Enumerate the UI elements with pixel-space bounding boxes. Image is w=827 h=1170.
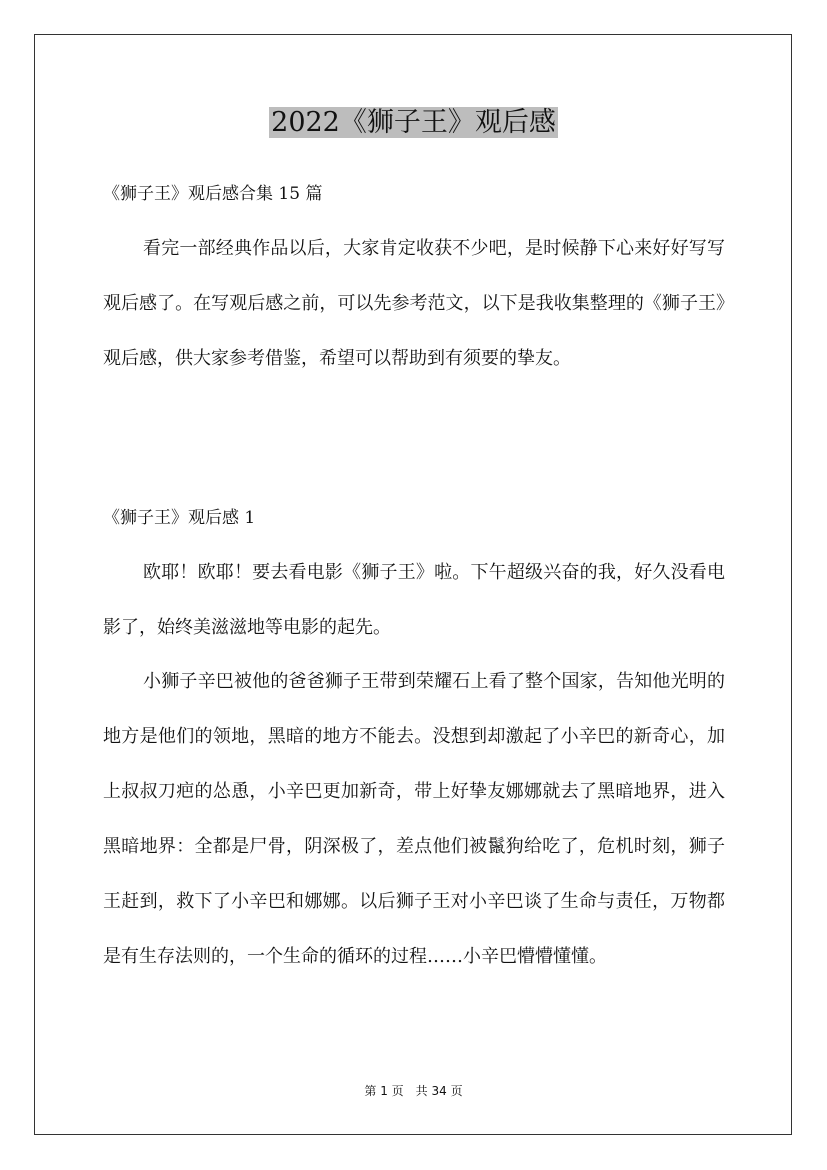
document-title-container: [0, 103, 827, 143]
section-heading: 《狮子王》观后感 1: [103, 508, 256, 528]
page-footer: 第 1 页 共 34 页: [364, 1084, 463, 1098]
document-title: 2022《狮子王》观后感: [271, 107, 556, 138]
document-subtitle: 《狮子王》观后感合集 15 篇: [103, 184, 323, 204]
body-paragraph-2: 小狮子辛巴被他的爸爸狮子王带到荣耀石上看了整个国家，告知他光明的地方是他们的领地，黑暗的地方不能去。没想到却激起了小辛巴的新奇心，加上叔叔刀疤的怂恿，小辛巴更加新奇，带上好挚友娜娜就去了黑暗地界，进入黑暗地界：全都是尸骨，阴深极了，差点他们被鬣狗给吃了，危机时刻，狮子王赶到，救下了小辛巴和娜娜。以后狮子王对小辛巴谈了生命与责任，万物都是有生存法则的，一个生命的循环的过程……小辛巴懵懵懂懂。: [103, 671, 725, 967]
body-paragraph-1: 欧耶！欧耶！要去看电影《狮子王》啦。下午超级兴奋的我，好久没看电影了，始终美滋滋地等电影的起先。: [103, 562, 725, 638]
intro-paragraph: 看完一部经典作品以后，大家肯定收获不少吧，是时候静下心来好好写写观后感了。在写观后感之前，可以先参考范文，以下是我收集整理的《狮子王》观后感，供大家参考借鉴，希望可以帮助到有须要的挚友。: [103, 238, 725, 369]
